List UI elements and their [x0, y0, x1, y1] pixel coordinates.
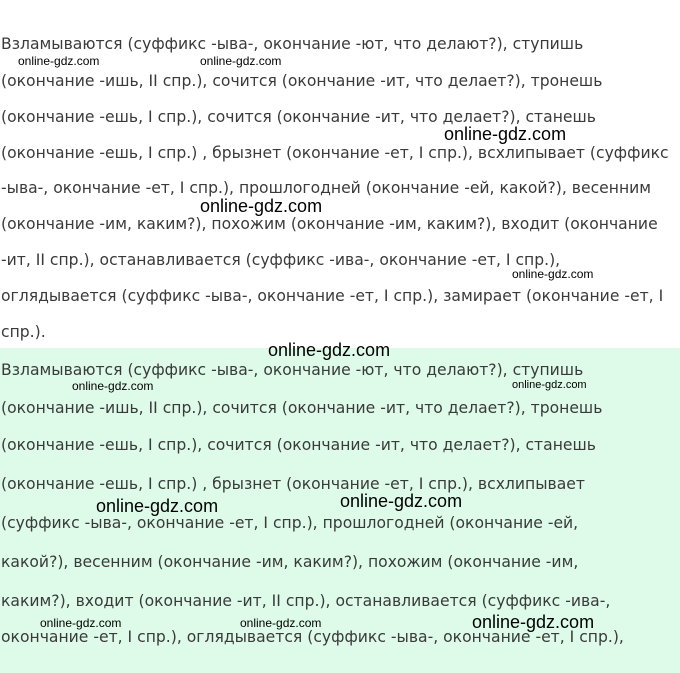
text-line: Взламываются (суффикс -ыва-, окончание -ют, что делают?), ступишь [1, 361, 584, 379]
text-line: окончание -ет, I спр.), оглядывается (суффикс -ыва-, окончание -ет, I спр.), [1, 628, 624, 646]
text-line: (суффикс -ыва-, окончание -ет, I спр.), прошлогодней (окончание -ей, [1, 514, 579, 532]
watermark: online-gdz.com [268, 340, 391, 360]
text-line: (окончание -ишь, II спр.), сочится (окончание -ит, что делает?), тронешь [1, 72, 603, 90]
watermark: online-gdz.com [72, 379, 154, 393]
watermark: online-gdz.com [200, 196, 323, 216]
watermark: online-gdz.com [240, 616, 322, 630]
text-line: (окончание -ешь, I спр.) , брызнет (окончание -ет, I спр.), всхлипывает [1, 475, 585, 493]
watermark: online-gdz.com [340, 491, 463, 511]
text-line: -ит, II спр.), останавливается (суффикс -ива-, окончание -ет, I спр.), [1, 251, 561, 269]
text-line: -ыва-, окончание -ет, I спр.), прошлогодней (окончание -ей, какой?), весенним [1, 179, 652, 197]
watermark: online-gdz.com [512, 379, 587, 391]
text-line: (окончание -им, каким?), похожим (окончание -им, каким?), входит (окончание [1, 215, 658, 233]
text-line: (окончание -ешь, I спр.) , брызнет (окончание -ет, I спр.), всхлипывает (суффикс [1, 144, 669, 162]
text-line: (окончание -ешь, I спр.), сочится (окончание -ит, что делает?), станешь [1, 108, 596, 126]
text-line: Взламываются (суффикс -ыва-, окончание -ют, что делают?), ступишь [1, 35, 584, 53]
text-line: (окончание -ишь, II спр.), сочится (окончание -ит, что делает?), тронешь [1, 399, 603, 417]
watermark: online-gdz.com [40, 616, 122, 630]
watermark: online-gdz.com [472, 612, 595, 632]
text-line: каким?), входит (окончание -ит, II спр.), останавливается (суффикс -ива-, [1, 592, 611, 610]
watermark: online-gdz.com [18, 54, 100, 68]
text-line: какой?), весенним (окончание -им, каким?), похожим (окончание -им, [1, 553, 579, 571]
text-line: (окончание -ешь, I спр.), сочится (окончание -ит, что делает?), станешь [1, 436, 596, 454]
watermark: online-gdz.com [512, 267, 594, 281]
text-line: оглядывается (суффикс -ыва-, окончание -ет, I спр.), замирает (окончание -ет, I [1, 287, 664, 305]
answer-block-2 [0, 340, 680, 673]
watermark: online-gdz.com [200, 54, 282, 68]
text-line: спр.). [1, 323, 46, 341]
watermark: online-gdz.com [96, 496, 219, 516]
watermark: online-gdz.com [444, 124, 567, 144]
